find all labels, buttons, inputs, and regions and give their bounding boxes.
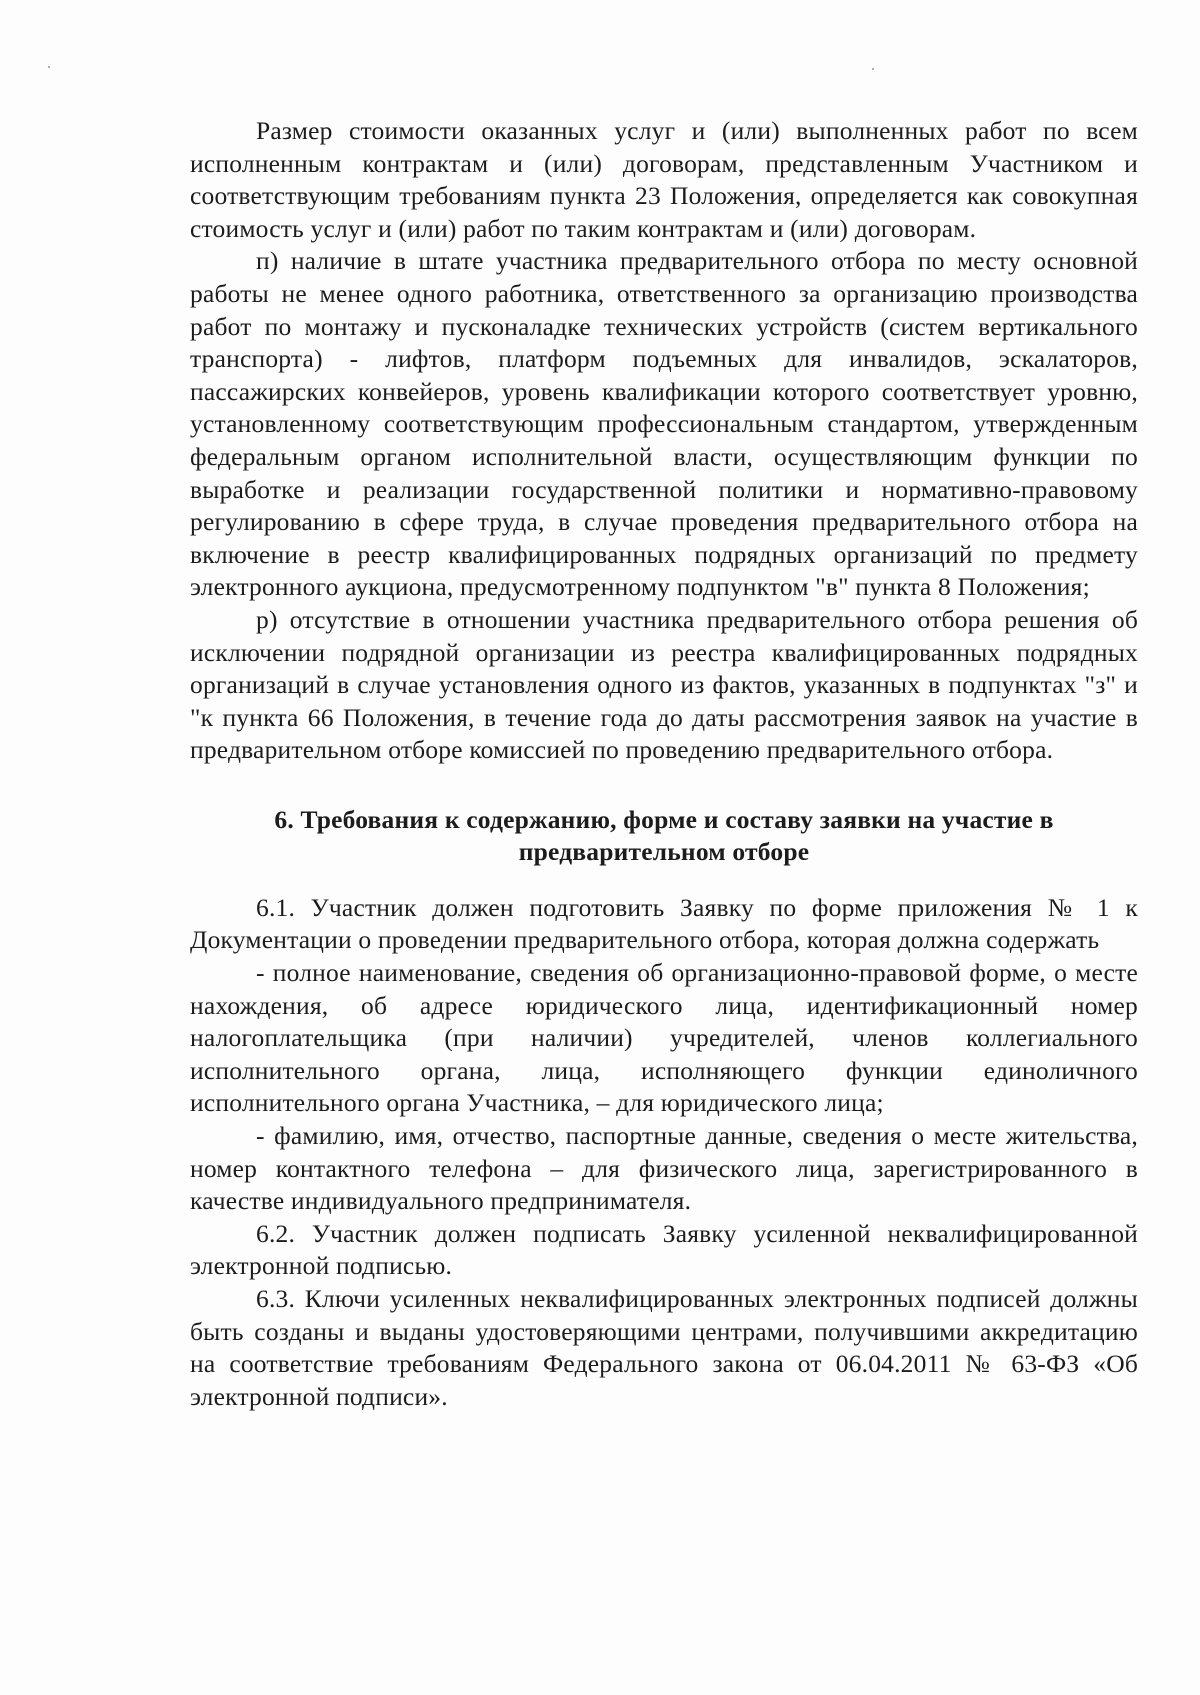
paragraph-6-2: 6.2. Участник должен подписать Заявку усиленной неквалифицированной электронной подписью. (190, 1218, 1138, 1281)
paragraph-item-p: п) наличие в штате участника предварительного отбора по месту основной работы не менее одного работника, ответственного за организацию производства работ по монтажу и пусконаладке технических устройств (систем вертикального транспорта) - лифтов, платформ подъемных для инвалидов, эскалаторов, пассажирских конвейеров, уровень квалификации которого соответствует уровню, установленному соответствующим профессиональным стандартом, утвержденным федеральным органом исполнительной власти, осуществляющим функции по выработке и реализации государственной политики и нормативно-правовому регулированию в сфере труда, в случае проведения предварительного отбора на включение в реестр квалифицированных подрядных организаций по предмету электронного аукциона, предусмотренному подпунктом "в" пункта 8 Положения; (190, 246, 1138, 602)
document-body (190, 115, 1138, 1413)
paragraph-6-1: 6.1. Участник должен подготовить Заявку по форме приложения № 1 к Документации о проведении предварительного отбора, которая должна содержать (190, 892, 1138, 955)
paragraph-legal-entity: - полное наименование, сведения об организационно-правовой форме, о месте нахождения, об адресе юридического лица, идентификационный номер налогоплательщика (при наличии) учредителей, членов коллегиального исполнительного органа, лица, исполняющего функции единоличного исполнительного органа Участника, – для юридического лица; (190, 958, 1138, 1118)
scan-speck (48, 66, 50, 68)
paragraph-item-r: р) отсутствие в отношении участника предварительного отбора решения об исключении подрядной организации из реестра квалифицированных подрядных организаций в случае установления одного из фактов, указанных в подпунктах "з" и "к пункта 66 Положения, в течение года до даты рассмотрения заявок на участие в предварительном отборе комиссией по проведению предварительного отбора. (190, 604, 1138, 765)
paragraph-contract-cost: Размер стоимости оказанных услуг и (или) выполненных работ по всем исполненным контрактам и (или) договорам, представленным Участником и соответствующим требованиям пункта 23 Положения, определяется как совокупная стоимость услуг и (или) работ по таким контрактам и (или) договорам. (190, 116, 1138, 243)
paragraph-individual: - фамилию, имя, отчество, паспортные данные, сведения о месте жительства, номер контактного телефона – для физического лица, зарегистрированного в качестве индивидуального предпринимателя. (190, 1121, 1138, 1216)
section-heading: 6. Требования к содержанию, форме и составу заявки на участие в предварительном отборе (274, 804, 1054, 866)
paragraph-6-3: 6.3. Ключи усиленных неквалифицированных электронных подписей должны быть созданы и выданы удостоверяющими центрами, получившими аккредитацию на соответствие требованиям Федерального закона от 06.04.2011 № 63-ФЗ «Об электронной подписи». (190, 1284, 1138, 1411)
scan-speck (872, 68, 874, 70)
